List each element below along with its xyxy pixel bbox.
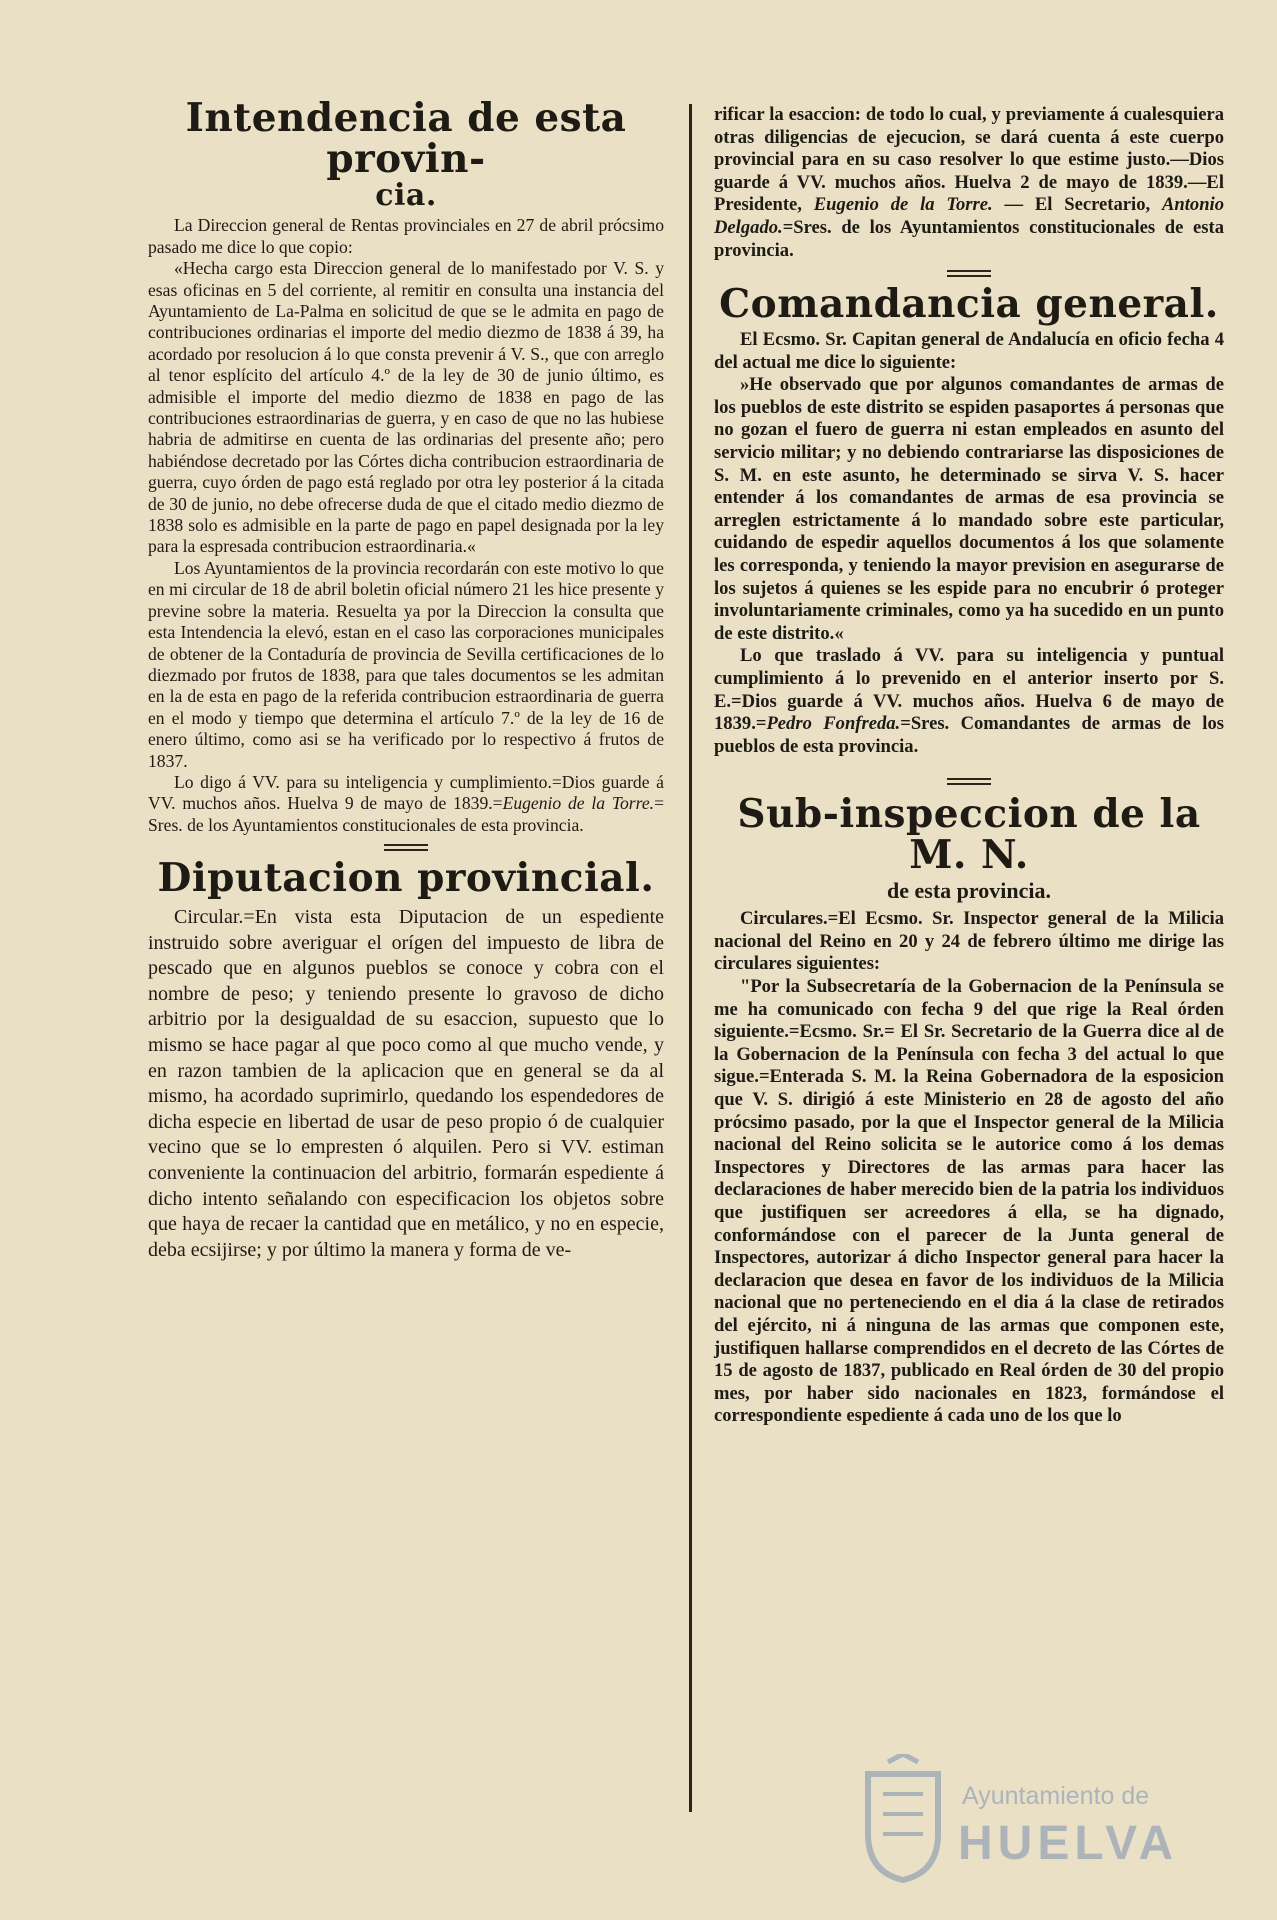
text: Lo que traslado á VV. para su inteligencia y puntual cumplimiento á lo prevenido en el anterior inserto por S. E.=Dios guarde á VV. muchos años. Huelva 6 de mayo de 1839.= (714, 645, 1224, 735)
separator (714, 772, 1224, 790)
text: Lo digo á VV. para su inteligencia y cumplimiento.=Dios guarde á VV. muchos años. Huelva 9 de mayo de 1839.= (148, 771, 664, 814)
text: rificar la esaccion: de todo lo cual, y previamente á cualesquiera otras diligencias de ejecucion, se dará cuenta á este cuerpo provincial para en su caso resolver lo que estime justo.—Dios guarde á VV. muchos años. Huelva 2 de mayo de 1839.—El Presidente, (714, 104, 1224, 216)
signature: Eugenio de la Torre. (813, 194, 993, 216)
paragraph (714, 104, 1224, 262)
signature-paragraph (148, 772, 664, 836)
watermark-text: Ayuntamiento de (962, 1782, 1150, 1810)
section-title-intendencia-cont: cia. (375, 177, 437, 213)
coat-of-arms-icon (858, 1754, 948, 1884)
paragraph: Los Ayuntamientos de la provincia recordarán con este motivo lo que en mi circular de 18 de abril boletin oficial número 21 les hice presente y previne sobre la materia. Resuelta ya por la Direccion la consulta que esta Intendencia la elevó, estan en el caso las corporaciones municipales de obtener de la Contaduría de provincia de Sevilla certificaciones de lo diezmado por frutos de 1838, para que tales documentos se les admitan en la de esta en pago de la referida contribucion estraordinaria de guerra en el modo y tiempo que determina el artículo 7.º de la ley de 16 de enero último, como asi se ha verificado por lo respectivo á frutos de 1837. (148, 557, 664, 771)
signature: Pedro Fonfreda. (766, 713, 901, 735)
text: =Sres. de los Ayuntamientos constitucionales de esta provincia. (714, 216, 1224, 261)
paragraph: Circulares.=El Ecsmo. Sr. Inspector general de la Milicia nacional del Reino en 20 y 24 de febrero último me dirige las circulares siguientes: (714, 908, 1224, 975)
watermark-logo (858, 1754, 1218, 1894)
signature-paragraph (714, 645, 1224, 758)
text: =Sres. Comandantes de armas de los pueblos de esta provincia. (714, 713, 1224, 757)
text: — El Secretario, (992, 194, 1162, 216)
paragraph: "Por la Subsecretaría de la Gobernacion de la Península se me ha comunicado con fecha 9 del que rige la Real órden siguiente.=Ecsmo. Sr.= El Sr. Secretario de la Guerra dice al de la Gobernacion de la Península con fecha 3 del actual lo que sigue.=Enterada S. M. la Reina Gobernadora de la esposicion que V. S. dirigió á este Ministerio en 28 de agosto del año prócsimo pasado, por la que el Inspector general de la Milicia nacional del Reino solicita se le autorice como á los demas Inspectores y Directores de las armas para hacer las declaraciones de haber merecido bien de la patria los individuos que justifiquen ser acreedores á ella, se ha dignado, conformándose con el parecer de la Junta general de Inspectores, autorizar á dicho Inspector general para hacer la declaracion que desea en favor de los individuos de la Milicia nacional que no perteneciendo en el dia á la clase de retirados del ejército, ni á ninguna de las armas que componen este, justifiquen hallarse comprendidos en el decreto de las Córtes de 15 de agosto de 1837, publicado en Real órden de 30 del propio mes, por haber sido nacionales en 1823, formándose el correspondiente espediente á cada uno de los que lo (714, 976, 1224, 1427)
column-divider (689, 104, 692, 1812)
paragraph: Circular.=En vista esta Diputacion de un espediente instruido sobre averiguar el orígen del impuesto de libra de pescado que en algunos pueblos se conoce y cobra con el nombre de peso; y teniendo presente lo gravoso de dicho arbitrio por la desigualdad de su esaccion, supuesto que lo mismo se hace pagar al que poco como al que mucho vende, y en razon tambien de la aplicacion que en general se da al mismo, ha acordado suprimirlo, quedando los espendedores de dicha especie en libertad de usar de peso propio ó de cualquier vecino que se lo empresten ó alquilen. Pero si VV. estiman conveniente la continuacion del arbitrio, formarán espediente á dicho intento señalando con especificacion los objetos sobre que haya de recaer la cantidad que en metálico, y no en especie, deba ecsijirse; y por último la manera y forma de ve- (148, 906, 664, 1261)
section-title-subinspeccion: Sub-inspeccion de la M. N. (737, 791, 1201, 879)
right-column (714, 104, 1224, 1428)
left-column (148, 95, 664, 1263)
section-title-comandancia: Comandancia general. (719, 281, 1219, 328)
paragraph: «Hecha cargo esta Direccion general de lo manifestado por V. S. y esas oficinas en 5 del corriente, al remitir en consulta una instancia del Ayuntamiento de La-Palma en solicitud de que se le admita en pago de contribuciones ordinarias el importe del medio diezmo de 1838 á 39, ha acordado por resolucion á lo que consta prevenir á V. S., que con arreglo al tenor esplícito del artículo 4.º de la ley de 30 de junio último, es admisible el importe del medio diezmo de 1838 en pago de las contribuciones estraordinarias de guerra, y en caso de que no las hubiese habria de admitirse en cuenta de las ordinarias del presente año; pero habiéndose decretado por las Córtes dicha contribucion estraordinaria de guerra, cuyo órden de pago está reglado por otra ley posterior á la citada de 30 de junio, no debe ofrecerse duda de que el citado medio diezmo de 1838 solo es admisible en la parte de pago en papel designada por la ley para la espresada contribucion estraordinaria.« (148, 258, 664, 557)
section-title-diputacion: Diputacion provincial. (157, 855, 655, 902)
separator (714, 264, 1224, 282)
separator (148, 838, 664, 856)
watermark-text: HUELVA (958, 1817, 1179, 1870)
paragraph: La Direccion general de Rentas provinciales en 27 de abril prócsimo pasado me dice lo que copio: (148, 215, 664, 257)
paragraph: El Ecsmo. Sr. Capitan general de Andalucía en oficio fecha 4 del actual me dice lo siguiente: (714, 329, 1224, 373)
section-title-intendencia: Intendencia de esta provin- (185, 95, 627, 182)
text: = Sres. de los Ayuntamientos constitucionales de esta provincia. (148, 793, 664, 835)
section-subtitle: de esta provincia. (887, 878, 1051, 904)
signature: Eugenio de la Torre. (502, 793, 655, 814)
signature: Antonio Delgado. (714, 194, 1224, 238)
paragraph: »He observado que por algunos comandantes de armas de los pueblos de este distrito se espiden pasaportes á personas que no gozan el fuero de guerra ni estan empleados en asunto del servicio militar; y no debiendo contrariarse las disposiciones de S. M. en este asunto, he determinado se sirva V. S. hacer entender á los comandantes de armas de esa provincia se arreglen estrictamente á lo mandado sobre este particular, cuidando de espedir aquellos documentos á los que solamente les corresponda, y teniendo la mayor prevision en asegurarse de los sujetos á quienes se les espide para no encubrir ó proteger involuntariamente criminales, como ya ha sucedido en un punto de este distrito.« (714, 374, 1224, 644)
